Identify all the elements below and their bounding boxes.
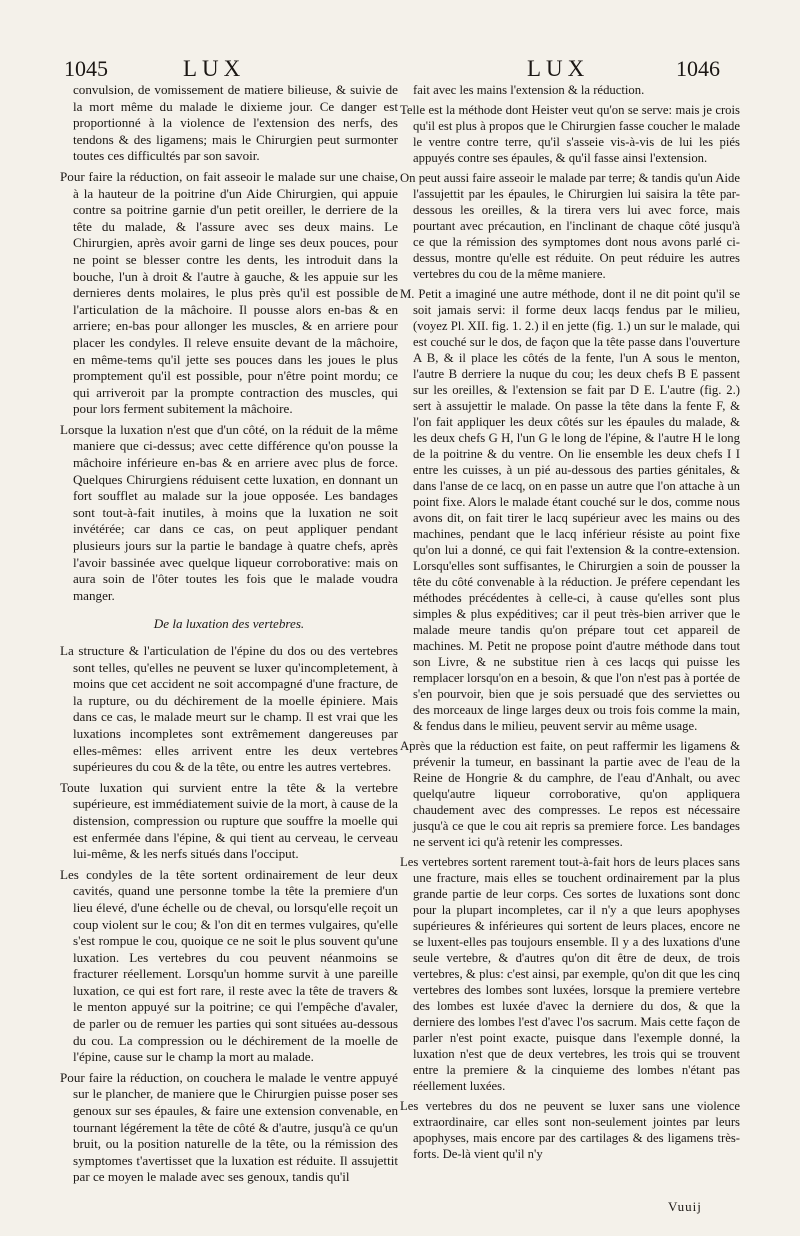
left-running-title: LUX: [183, 56, 246, 81]
paragraph: La structure & l'articulation de l'épine du dos ou des vertebres sont telles, qu'elles ne peuvent se luxer qu'incompletement, à moins que cet accident ne soit accompagné d'une fracture, de la rupture, ou du déchirement de la moelle épiniere. Mais dans ce cas, le malade meurt sur le champ. Il est vrai que les luxations incompletes sont extrêmement dangereuses par elles-mêmes: elles arrivent entre les deux vertebres supérieures du cou & de la tête, ou entre les autres vertebres.: [60, 643, 398, 775]
paragraph: Pour faire la réduction, on couchera le malade le ventre appuyé sur le plancher, de maniere que le Chirurgien puisse poser ses genoux sur ses épaules, & faire une extension convenable, en tournant légérement la tête de côté & d'autre, jusqu'à ce qu'un bruit, ou la position naturelle de la tête, ou la rémission des symptomes t'avertisset que la luxation est réduite. Il assujettit par ce moyen le malade avec ses genoux, tandis qu'il: [60, 1069, 398, 1185]
left-column: [60, 82, 398, 1190]
paragraph: Les vertebres sortent rarement tout-à-fait hors de leurs places sans une fracture, mais elles se touchent ordinairement par la plus grande partie de leur corps. Ces sortes de luxations sont donc pour la plupart incompletes, car il n'y a que leurs apophyses supérieures & inférieures qui sortent de leurs places, encore ne se luxent-elles pas toujours ensemble. Il y a des luxations d'une seule vertebre, & d'autres qu'on dit être de deux, de trois vertebres, & plus: c'est ainsi, par exemple, qu'on dit que les cinq vertebres des lombes sont luxées, lorsque la premiere vertebre des lombes est luxée d'avec la derniere du dos, & que la derniere des lombes l'est d'avec l'os sacrum. Mais cette façon de parler n'est point exacte, puisque dans l'exemple donné, la luxation n'est que de deux vertebres, les trois qui se trouvent entre la premiere & la cinquieme des lombes n'étant pas réellement luxées.: [400, 855, 740, 1093]
right-column: [400, 82, 740, 1166]
paragraph: Lorsque la luxation n'est que d'un côté, on la réduit de la même maniere que ci-dessus; avec cette différence qu'on pousse la mâchoire inférieure en-bas & en arriere avec plus de force. Quelques Chirurgiens réduisent cette luxation, en donnant un fort soufflet au malade sur la joue opposée. Les bandages sont tout-à-fait inutiles, à moins que la luxation ne soit invétérée; car dans ce cas, on peut appliquer pendant plusieurs jours sur la partie le bandage à quatre chefs, après l'avoir bassinée avec quelque liqueur corroborative: mais on aura soin de l'ôter toutes les fois que le malade voudra manger.: [60, 421, 398, 603]
paragraph: convulsion, de vomissement de matiere bilieuse, & suivie de la mort même du malade le dixieme jour. Ce danger est proportionné à la violence de l'extension des nerfs, des tendons & des ligamens; mais le Chirurgien peut surmonter toutes ces difficultés par son savoir.: [73, 82, 398, 164]
paragraph: Les vertebres du dos ne peuvent se luxer sans une violence extraordinaire, car elles sont non-seulement jointes par leurs apophyses, mais encore par des cartilages & des ligamens très-forts. De-là vient qu'il n'y: [400, 1099, 740, 1161]
left-page-number: 1045: [64, 56, 108, 81]
paragraph: Telle est la méthode dont Heister veut qu'on se serve: mais je crois qu'il est plus à propos que le Chirurgien fasse coucher le malade le ventre contre terre, qu'il s'asseie vis-à-vis de lui les piés appuyés contre ses épaules, & qu'il fasse ainsi l'extension.: [400, 103, 740, 165]
section-heading: De la luxation des vertebres.: [153, 616, 305, 632]
paragraph: On peut aussi faire asseoir le malade par terre; & tandis qu'un Aide l'assujettit par les épaules, le Chirurgien lui saisira la tête par-dessous les oreilles, & la tirera vers lui avec force, mais pourtant avec précaution, en l'inclinant de chaque côté jusqu'à ce que la rémission des symptomes dont nous avons parlé ci-dessus, montre qu'elle est réduite. On peut réduire les autres vertebres du cou de la même maniere.: [400, 171, 740, 281]
signature-mark: Vuuij: [668, 1199, 702, 1214]
paragraph: Pour faire la réduction, on fait asseoir le malade sur une chaise, à la hauteur de la poitrine d'un Aide Chirurgien, qui appuie contre sa poitrine garnie d'un petit oreiller, le derriere de la tête du malade, & l'assure avec ses deux mains. Le Chirurgien, après avoir garni de linge ses deux pouces, pour ne point se blesser contre les dents, les introduit dans la bouche, l'un à droit & l'autre à gauche, & les appuie sur les dernieres dents molaires, le plus près qu'il est possible de l'articulation de la mâchoire. Il pousse alors en-bas & en arriere; en-bas pour allonger les muscles, & en arriere pour placer les condyles. Il releve ensuite devant de la mâchoire, en même-tems qu'il jette ses pouces dans les joues le plus promptement qu'il est possible, pour n'être point mordu; ce qui arriveroit par la prompte contraction des muscles, qui pour lors ferment subitement la mâchoire.: [60, 168, 398, 417]
right-page-number: 1046: [676, 56, 720, 81]
paragraph: Les condyles de la tête sortent ordinairement de leur deux cavités, quand une personne tombe la tête la premiere d'un lieu élevé, d'une échelle ou de cheval, ou lorsqu'elle reçoit un coup violent sur le cou; & l'on dit en termes vulgaires, qu'elle s'est rompue le cou, quoique ce ne soit le plus souvent qu'une luxation. Les vertebres du cou peuvent néanmoins se fracturer réellement. Lorsqu'un homme survit à une pareille luxation, ce qui est fort rare, il reste avec la tête de travers & le menton appuyé sur la poitrine; ce qui l'empêche d'avaler, de parler ou de remuer les parties qui sont situées au-dessous du cou. La compression ou le déchirement de la moelle de l'épine, cause sur le champ la mort au malade.: [60, 866, 398, 1065]
paragraph: M. Petit a imaginé une autre méthode, dont il ne dit point qu'il se soit jamais servi: il forme deux lacqs fendus par le milieu, (voyez Pl. XII. fig. 1. 2.) il en jette (fig. 1.) un sur le malade, qui est couché sur le dos, de façon que la tête passe dans l'ouverture A B, & il place les côtés de la fente, l'un A sous le menton, l'autre B derriere la nuque du cou; les deux chefs B E passent sur les oreilles, & l'extension se fait par D E. L'autre (fig. 2.) sert à assujettir le malade. On passe la tête dans la fente F, & l'on fait appliquer les deux côtés sur les épaules du malade, & les deux chefs G H, l'un G le long de l'épine, & l'autre H le long de la poitrine & du ventre. On lie ensemble les deux chefs I I entre les cuisses, à un pié au-dessous des parties génitales, & dans l'anse de ce lacq, on en passe un autre que l'on attache à un point fixe. Alors le malade étant couché sur le dos, comme nous avons dit, on fait tirer le lacq supérieur avec les mains ou des machines, pendant que le lacq inférieur résiste au point fixe qu'on lui a donné, ce qui fait l'extension & la contre-extension. Lorsqu'elles sont suffisantes, le Chirurgien a soin de pousser la tête du côté convenable à la réduction. Je préfere cependant les méthodes précédentes à celle-ci, à cause qu'elles sont plus simples & plus expéditives; car il peut très-bien arriver que le malade meure tandis qu'on prépare tout cet appareil de machines. M. Petit ne propose point d'autre méthode dans tout son Livre, & ne substitue rien à ces lacqs qui puisse les remplacer lorsqu'on en a besoin, & que l'on n'est pas à portée de s'en pourvoir, bien que je sois persuadé que des serviettes ou des morceaux de linge larges deux ou trois fois comme la main, & fendus dans le milieu, peuvent servir au même usage.: [400, 287, 740, 733]
paragraph: fait avec les mains l'extension & la réduction.: [413, 83, 645, 97]
right-running-title: LUX: [527, 56, 590, 81]
paragraph: Toute luxation qui survient entre la tête & la vertebre supérieure, est immédiatement suivie de la mort, à cause de la distension, compression ou rupture que souffre la moelle qui est enfermée dans l'épine, & qui tient au cerveau, le cerveau lui-même, & les nerfs situés dans l'occiput.: [60, 779, 398, 862]
paragraph: Après que la réduction est faite, on peut raffermir les ligamens & prévenir la tumeur, en bassinant la partie avec de l'eau de la Reine de Hongrie & du camphre, de l'eau d'Anhalt, ou avec quelqu'autre liqueur corroborative, qu'on appliquera chaudement avec des compresses. Le repos est nécessaire jusqu'à ce que le cou ait repris sa premiere force. Les bandages ne servent ici qu'à retenir les compresses.: [400, 739, 740, 849]
